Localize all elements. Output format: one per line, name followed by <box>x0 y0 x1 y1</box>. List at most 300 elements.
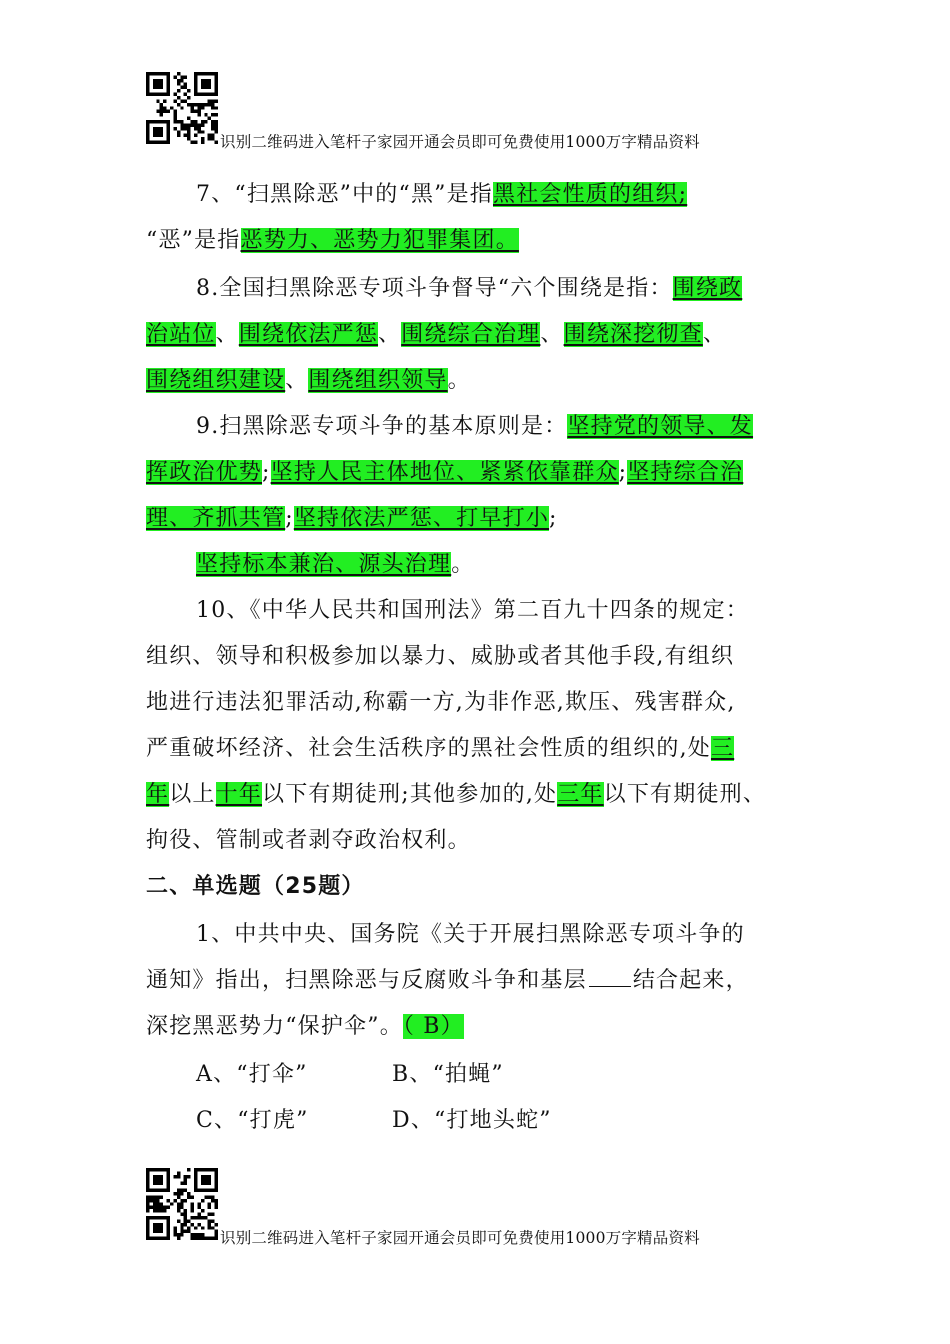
qr-module <box>173 127 176 130</box>
qr-module <box>156 1195 159 1198</box>
qr-module <box>215 1185 218 1188</box>
qr-module <box>194 1189 197 1192</box>
qr-module <box>160 1206 163 1209</box>
qr-module <box>208 99 211 102</box>
qr-module <box>156 82 159 85</box>
qr-module <box>160 1226 163 1229</box>
qr-module <box>156 120 159 123</box>
qr-module <box>153 1209 156 1212</box>
qr-module <box>180 123 183 126</box>
qr-module <box>180 1182 183 1185</box>
qr-module <box>215 123 218 126</box>
qr-module <box>153 1237 156 1240</box>
qr-module <box>187 130 190 133</box>
qr-module <box>204 1168 207 1171</box>
q9-question: 9.扫黑除恶专项斗争的基本原则是： <box>196 414 568 439</box>
qr-module <box>194 123 197 126</box>
qr-module <box>211 93 214 96</box>
qr-module <box>160 1237 163 1240</box>
qr-module <box>160 1178 163 1181</box>
q8-answer-1a: 围绕政 <box>672 276 743 301</box>
qr-module <box>204 1189 207 1192</box>
qr-module <box>167 1171 170 1174</box>
qr-module <box>180 99 183 102</box>
qr-module <box>177 72 180 75</box>
s1-option-b: B、“拍蝇” <box>392 1062 504 1087</box>
qr-module <box>160 1216 163 1219</box>
qr-module <box>156 1206 159 1209</box>
q9-line-4 <box>196 548 474 582</box>
qr-module <box>173 117 176 120</box>
qr-module <box>160 79 163 82</box>
qr-module <box>201 1237 204 1240</box>
q9-line-2 <box>146 456 743 490</box>
qr-module <box>146 137 149 140</box>
qr-module <box>167 1223 170 1226</box>
qr-module <box>208 1223 211 1226</box>
qr-module <box>215 1206 218 1209</box>
qr-module <box>167 89 170 92</box>
qr-code-top <box>146 72 218 144</box>
qr-module <box>194 1226 197 1229</box>
qr-module <box>149 1189 152 1192</box>
qr-module <box>194 1216 197 1219</box>
q8-answer-6: 围绕组织领导 <box>308 368 448 393</box>
qr-module <box>197 1233 200 1236</box>
qr-module <box>156 141 159 144</box>
q7-answer-black: 黑社会性质的组织; <box>493 182 688 207</box>
qr-module <box>201 141 204 144</box>
qr-module <box>191 1216 194 1219</box>
qr-module <box>194 120 197 123</box>
qr-module <box>194 1185 197 1188</box>
qr-module <box>149 1199 152 1202</box>
qr-module <box>194 1237 197 1240</box>
qr-module <box>167 1178 170 1181</box>
qr-module <box>201 1216 204 1219</box>
qr-module <box>201 137 204 140</box>
qr-module <box>163 1206 166 1209</box>
qr-module <box>208 86 211 89</box>
qr-module <box>167 79 170 82</box>
qr-module <box>215 1233 218 1236</box>
qr-module <box>197 113 200 116</box>
qr-module <box>208 1178 211 1181</box>
separator: 、 <box>702 322 727 347</box>
qr-module <box>149 1168 152 1171</box>
qr-module <box>194 127 197 130</box>
qr-module <box>173 120 176 123</box>
qr-module <box>177 1209 180 1212</box>
qr-module <box>177 1206 180 1209</box>
qr-module <box>187 1168 190 1171</box>
qr-module <box>167 1233 170 1236</box>
qr-module <box>167 134 170 137</box>
qr-module <box>146 1237 149 1240</box>
qr-module <box>208 103 211 106</box>
qr-module <box>211 127 214 130</box>
qr-module <box>167 141 170 144</box>
qr-module <box>208 1175 211 1178</box>
qr-module <box>187 96 190 99</box>
qr-module <box>187 1230 190 1233</box>
qr-module <box>173 1199 176 1202</box>
qr-module <box>163 99 166 102</box>
qr-module <box>146 1185 149 1188</box>
qr-module <box>204 103 207 106</box>
qr-module <box>167 130 170 133</box>
qr-module <box>167 127 170 130</box>
qr-module <box>146 1230 149 1233</box>
s1-answer: （ B） <box>402 1014 464 1039</box>
qr-module <box>153 1206 156 1209</box>
qr-module <box>163 110 166 113</box>
qr-module <box>197 127 200 130</box>
qr-module <box>197 1216 200 1219</box>
qr-module <box>204 93 207 96</box>
qr-module <box>187 1192 190 1195</box>
separator: ; <box>262 460 271 485</box>
qr-module <box>194 72 197 75</box>
qr-module <box>160 1189 163 1192</box>
qr-module <box>204 1178 207 1181</box>
qr-module <box>160 1209 163 1212</box>
qr-module <box>208 1213 211 1216</box>
qr-module <box>211 106 214 109</box>
q10-line-5 <box>146 778 766 812</box>
qr-module <box>197 93 200 96</box>
qr-module <box>197 130 200 133</box>
qr-module <box>180 1189 183 1192</box>
qr-module <box>160 1168 163 1171</box>
qr-module <box>146 1178 149 1181</box>
q10-answer-2: 十年 <box>215 782 263 807</box>
qr-module <box>204 82 207 85</box>
qr-module <box>215 93 218 96</box>
qr-module <box>149 141 152 144</box>
qr-module <box>208 79 211 82</box>
qr-module <box>194 1182 197 1185</box>
qr-module <box>153 1182 156 1185</box>
qr-module <box>146 1175 149 1178</box>
qr-module <box>156 99 159 102</box>
qr-module <box>146 134 149 137</box>
qr-module <box>197 1213 200 1216</box>
s1-text: 深挖黑恶势力“保护伞”。 <box>146 1014 403 1039</box>
qr-module <box>153 1202 156 1205</box>
qr-module <box>187 89 190 92</box>
qr-module <box>204 86 207 89</box>
qr-module <box>177 134 180 137</box>
qr-module <box>180 86 183 89</box>
qr-module <box>197 1189 200 1192</box>
qr-module <box>191 1233 194 1236</box>
qr-module <box>211 1219 214 1222</box>
qr-module <box>184 75 187 78</box>
s1-text: 结合起来， <box>632 968 749 993</box>
qr-module <box>173 1226 176 1229</box>
qr-module <box>191 1202 194 1205</box>
q8-answer-5: 围绕组织建设 <box>146 368 286 393</box>
qr-module <box>146 130 149 133</box>
qr-module <box>177 82 180 85</box>
qr-module <box>211 99 214 102</box>
qr-module <box>201 1178 204 1181</box>
qr-module <box>153 93 156 96</box>
qr-module <box>146 1233 149 1236</box>
qr-module <box>160 1175 163 1178</box>
q7-answer-evil: 恶势力、恶势力犯罪集团。 <box>240 228 519 253</box>
qr-module <box>146 123 149 126</box>
qr-module <box>149 1206 152 1209</box>
qr-module <box>177 96 180 99</box>
qr-module <box>204 79 207 82</box>
qr-module <box>149 1195 152 1198</box>
qr-module <box>215 1168 218 1171</box>
qr-module <box>156 1168 159 1171</box>
qr-module <box>201 82 204 85</box>
qr-module <box>211 1237 214 1240</box>
qr-module <box>197 106 200 109</box>
qr-module <box>160 134 163 137</box>
qr-module <box>215 1182 218 1185</box>
qr-module <box>215 120 218 123</box>
qr-module <box>208 72 211 75</box>
qr-module <box>211 134 214 137</box>
qr-module <box>211 123 214 126</box>
qr-module <box>156 1216 159 1219</box>
qr-module <box>163 1237 166 1240</box>
qr-module <box>167 137 170 140</box>
qr-module <box>146 89 149 92</box>
qr-module <box>184 1219 187 1222</box>
qr-module <box>208 134 211 137</box>
qr-module <box>167 1237 170 1240</box>
qr-module <box>211 1189 214 1192</box>
q8-answer-4: 围绕深挖彻查 <box>563 322 703 347</box>
qr-module <box>149 1216 152 1219</box>
qr-module <box>177 1202 180 1205</box>
qr-module <box>156 1202 159 1205</box>
qr-module <box>215 79 218 82</box>
qr-module <box>156 1178 159 1181</box>
qr-module <box>187 137 190 140</box>
qr-module <box>208 1226 211 1229</box>
qr-module <box>215 1237 218 1240</box>
qr-module <box>197 103 200 106</box>
qr-module <box>153 141 156 144</box>
q9-answer-5: 坚持标本兼治、源头治理 <box>196 552 452 577</box>
qr-module <box>180 1226 183 1229</box>
qr-module <box>153 1175 156 1178</box>
q10-answer-3: 三年 <box>557 782 604 807</box>
qr-module <box>197 1237 200 1240</box>
qr-module <box>180 120 183 123</box>
qr-module <box>204 1237 207 1240</box>
qr-module <box>149 1237 152 1240</box>
qr-module <box>177 103 180 106</box>
qr-module <box>201 72 204 75</box>
qr-module <box>211 1199 214 1202</box>
qr-module <box>160 86 163 89</box>
qr-module <box>149 72 152 75</box>
qr-module <box>160 1230 163 1233</box>
qr-module <box>201 1175 204 1178</box>
qr-module <box>177 1233 180 1236</box>
qr-module <box>208 82 211 85</box>
qr-module <box>167 1219 170 1222</box>
separator: 、 <box>285 368 309 393</box>
qr-module <box>160 106 163 109</box>
qr-module <box>146 1216 149 1219</box>
q10-text: 以下有期徒刑、 <box>603 782 767 807</box>
qr-module <box>163 1209 166 1212</box>
qr-module <box>156 1223 159 1226</box>
qr-module <box>187 117 190 120</box>
qr-module <box>215 127 218 130</box>
separator: 、 <box>215 322 239 347</box>
qr-module <box>153 130 156 133</box>
q10-line-2: 组织、领导和积极参加以暴力、威胁或者其他手段,有组织 <box>146 644 735 669</box>
qr-module <box>201 1209 204 1212</box>
qr-module <box>184 1178 187 1181</box>
qr-module <box>184 93 187 96</box>
qr-module <box>194 103 197 106</box>
qr-module <box>215 89 218 92</box>
s1-line-3 <box>146 1010 464 1044</box>
qr-module <box>146 1168 149 1171</box>
qr-module <box>153 127 156 130</box>
qr-module <box>180 1206 183 1209</box>
qr-module <box>156 72 159 75</box>
s1-option-a: A、“打伞” <box>196 1062 308 1087</box>
qr-module <box>146 93 149 96</box>
qr-module <box>211 1168 214 1171</box>
qr-module <box>167 1216 170 1219</box>
qr-module <box>215 1199 218 1202</box>
qr-module <box>194 1171 197 1174</box>
qr-module <box>211 1195 214 1198</box>
q10-text: 以上 <box>169 782 216 807</box>
qr-module <box>208 1182 211 1185</box>
qr-module <box>180 1192 183 1195</box>
period: 。 <box>447 368 471 393</box>
qr-module <box>201 1168 204 1171</box>
qr-module <box>153 1223 156 1226</box>
qr-module <box>201 106 204 109</box>
qr-module <box>208 117 211 120</box>
qr-module <box>146 79 149 82</box>
qr-module <box>215 86 218 89</box>
qr-module <box>177 1175 180 1178</box>
qr-module <box>211 1226 214 1229</box>
qr-module <box>156 1189 159 1192</box>
qr-module <box>146 127 149 130</box>
qr-module <box>184 123 187 126</box>
qr-module <box>201 123 204 126</box>
qr-module <box>163 141 166 144</box>
qr-module <box>211 120 214 123</box>
qr-module <box>177 1189 180 1192</box>
qr-module <box>156 1199 159 1202</box>
qr-module <box>177 1171 180 1174</box>
qr-module <box>204 1182 207 1185</box>
qr-module <box>167 1230 170 1233</box>
q10-line-4 <box>146 732 734 766</box>
qr-module <box>197 72 200 75</box>
section-heading: 二、单选题（25题） <box>146 874 365 899</box>
qr-module <box>153 79 156 82</box>
qr-module <box>184 134 187 137</box>
qr-module <box>201 1182 204 1185</box>
qr-module <box>180 75 183 78</box>
qr-module <box>146 72 149 75</box>
qr-module <box>208 1189 211 1192</box>
q8-question: 8.全国扫黑除恶专项斗争督导“六个围绕是指： <box>196 276 673 301</box>
qr-module <box>184 82 187 85</box>
qr-module <box>208 1195 211 1198</box>
qr-module <box>167 123 170 126</box>
qr-module <box>146 1202 149 1205</box>
qr-module <box>187 1175 190 1178</box>
qr-module <box>173 1230 176 1233</box>
qr-module <box>146 75 149 78</box>
qr-module <box>167 1175 170 1178</box>
qr-module <box>160 93 163 96</box>
qr-module <box>215 75 218 78</box>
q8-line-3 <box>146 364 471 398</box>
qr-module <box>173 75 176 78</box>
qr-module <box>163 106 166 109</box>
q9-answer-1a: 坚持党的领导、发 <box>567 414 754 439</box>
qr-module <box>173 1192 176 1195</box>
qr-module <box>180 1223 183 1226</box>
qr-module <box>194 134 197 137</box>
qr-module <box>177 1192 180 1195</box>
s1-line-1: 1、中共中央、国务院《关于开展扫黑除恶专项斗争的 <box>196 922 745 947</box>
qr-module <box>177 1219 180 1222</box>
qr-module <box>180 106 183 109</box>
qr-module <box>215 99 218 102</box>
qr-module <box>146 1219 149 1222</box>
qr-module <box>194 1175 197 1178</box>
qr-module <box>146 1206 149 1209</box>
qr-module <box>156 86 159 89</box>
qr-module <box>191 123 194 126</box>
qr-module <box>167 120 170 123</box>
q9-answer-2: 坚持人民主体地位、紧紧依靠群众 <box>270 460 619 485</box>
banner-text-top: 识别二维码进入笔杆子家园开通会员即可免费使用1000万字精品资料 <box>220 133 700 151</box>
qr-module <box>201 79 204 82</box>
q9-line-1 <box>196 410 753 444</box>
qr-module <box>146 1189 149 1192</box>
qr-module <box>204 72 207 75</box>
qr-module <box>215 141 218 144</box>
qr-module <box>194 1178 197 1181</box>
qr-module <box>211 113 214 116</box>
qr-module <box>180 1199 183 1202</box>
qr-module <box>153 134 156 137</box>
qr-module <box>153 86 156 89</box>
period: 。 <box>451 552 475 577</box>
qr-module <box>146 1226 149 1229</box>
qr-module <box>156 1226 159 1229</box>
qr-module <box>215 113 218 116</box>
separator: 、 <box>540 322 564 347</box>
qr-module <box>194 86 197 89</box>
qr-module <box>163 1216 166 1219</box>
qr-module <box>215 1202 218 1205</box>
